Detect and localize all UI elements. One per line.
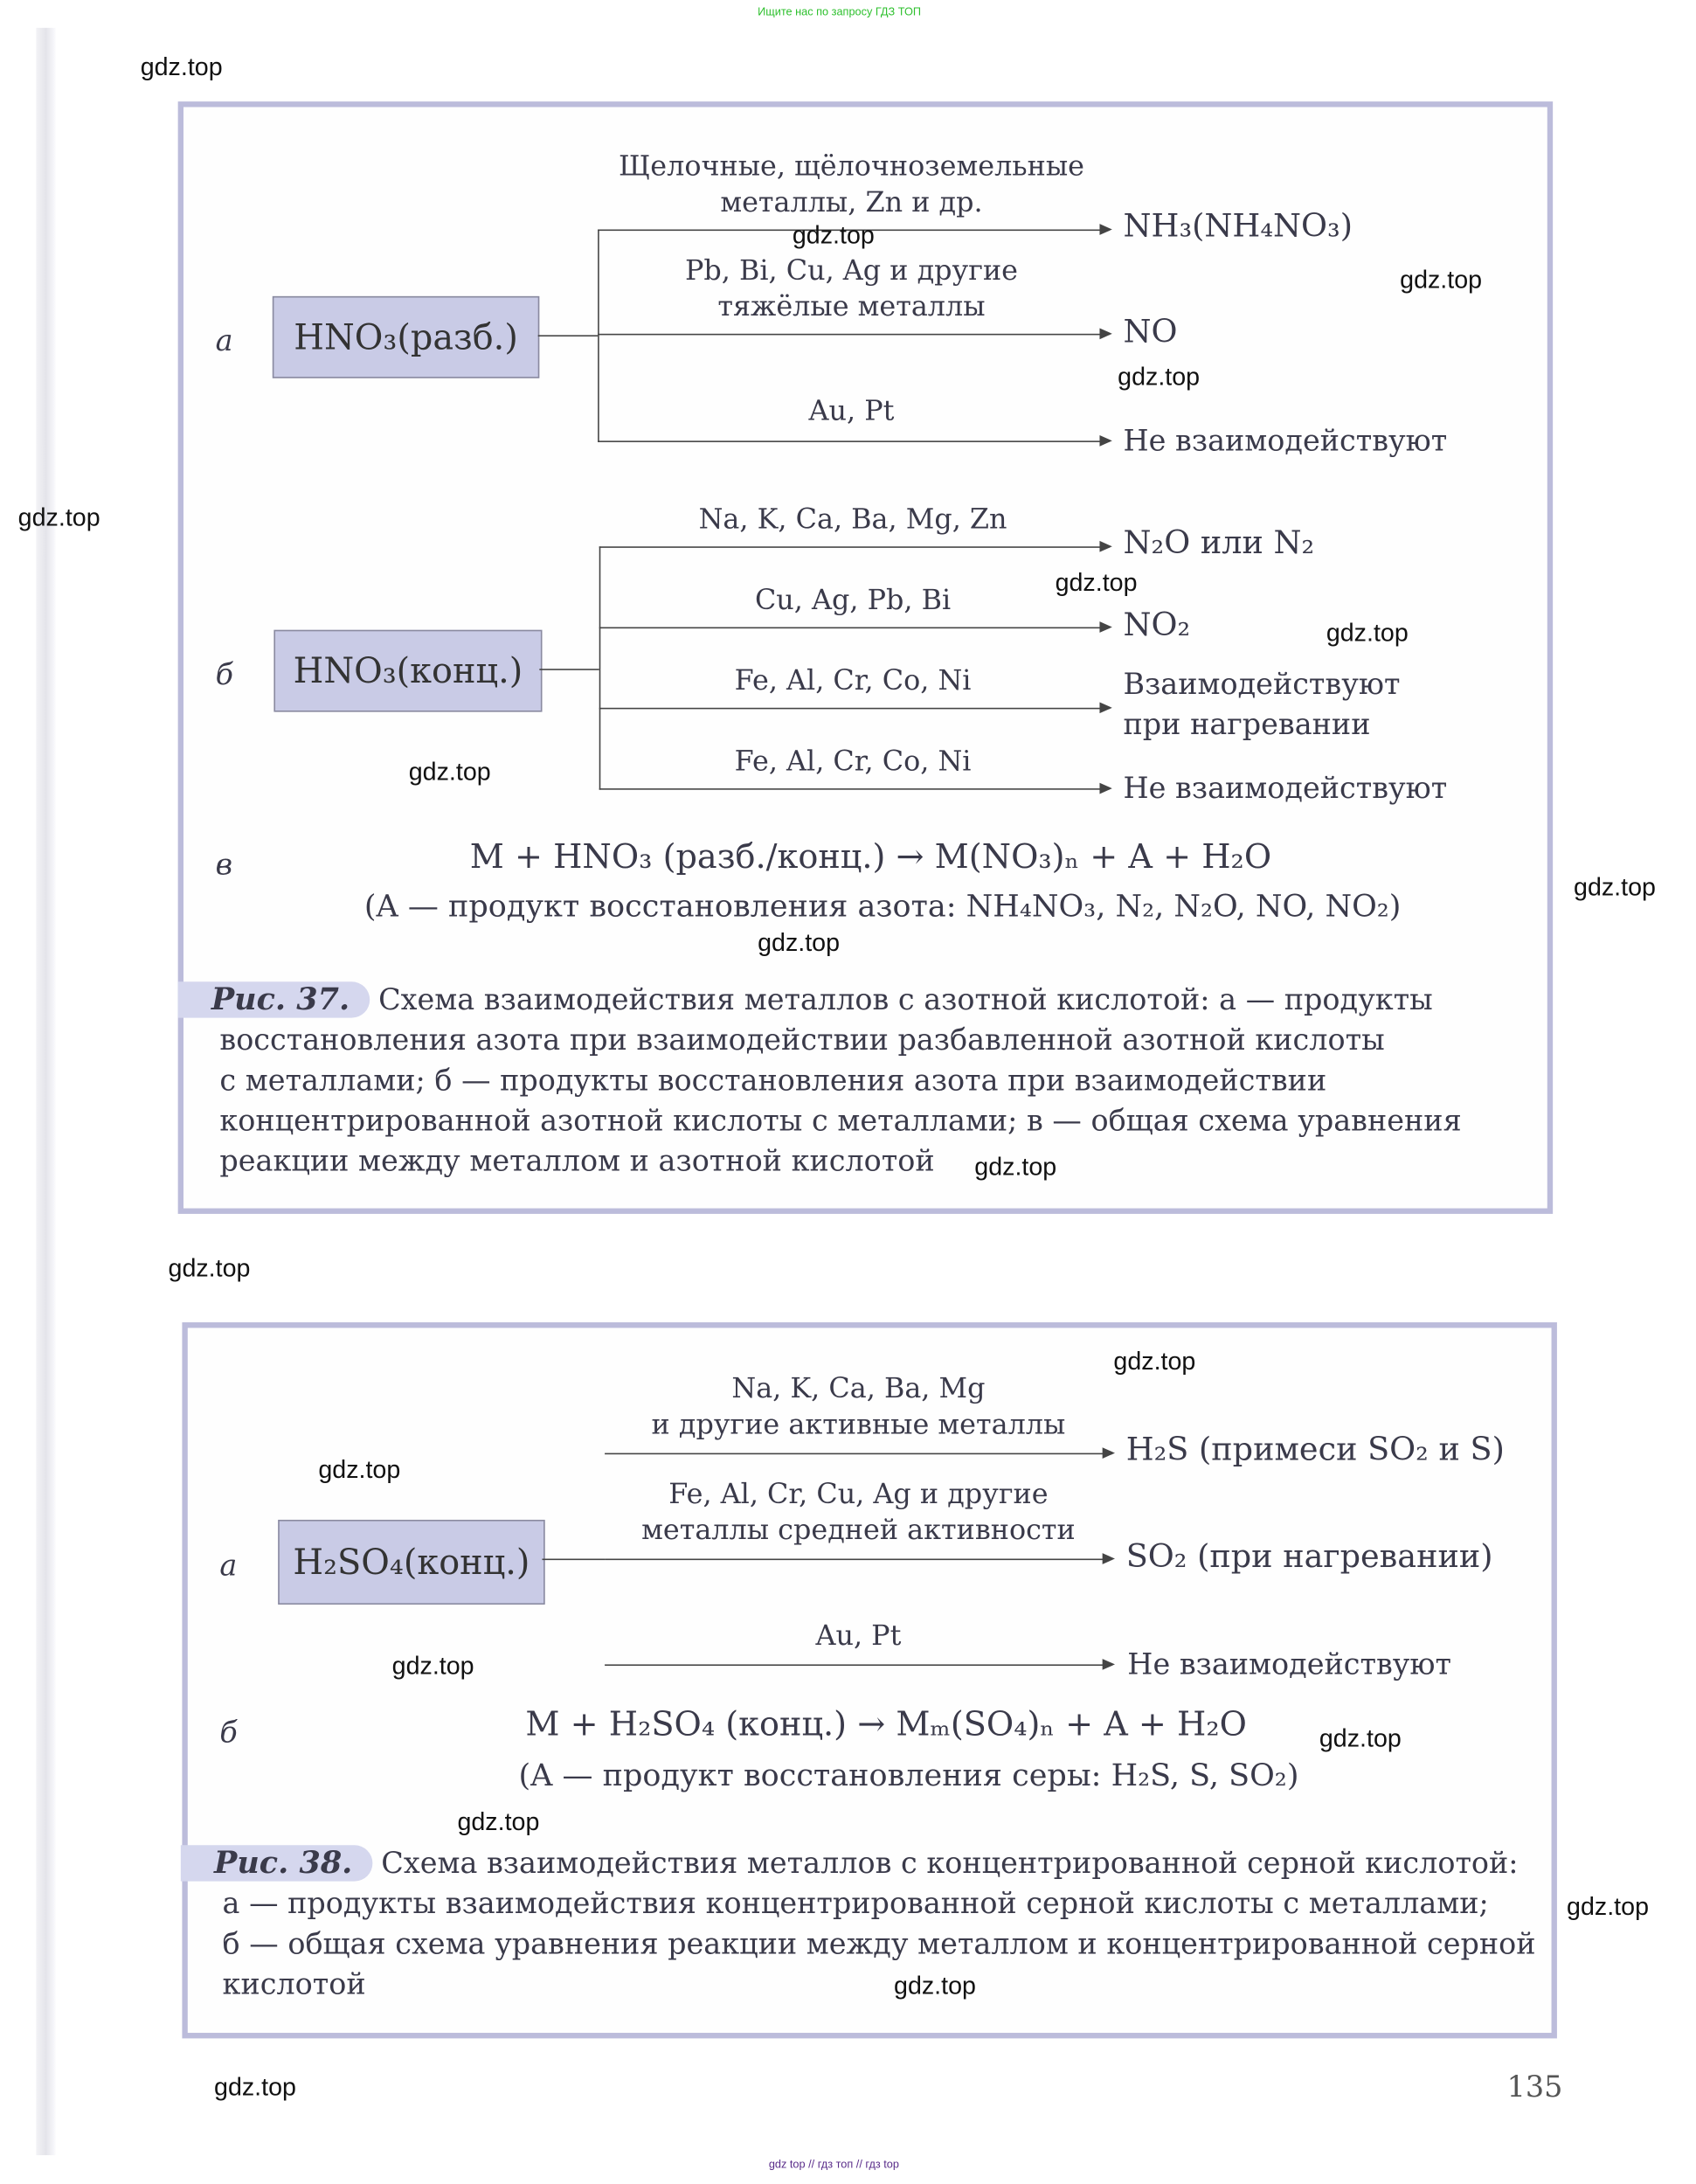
equation-note: (A — продукт восстановления азота: NH₄NO₃, N₂, N₂O, NO, NO₂) (363, 890, 1402, 926)
product-line: при нагревании (1123, 707, 1371, 742)
watermark: gdz.top (1118, 363, 1201, 392)
product: H₂S (примеси SO₂ и S) (1125, 1432, 1505, 1469)
watermark: gdz.top (214, 2073, 296, 2102)
caption-line: концентрированной азотной кислоты с металлами; в — общая схема уравнения (219, 1104, 1462, 1138)
watermark: gdz.top (1567, 1892, 1650, 1921)
watermark: gdz.top (1055, 568, 1138, 597)
fig37-marker-b: б (215, 657, 234, 691)
branch-label-line: Fe, Al, Cr, Cu, Ag и другие (668, 1476, 1049, 1510)
caption-line: а — продукты взаимодействия концентрированной серной кислоты с металлами; (222, 1886, 1489, 1921)
branch-label: Na, K, Ca, Ba, Mg, Zn (698, 502, 1007, 536)
product (1124, 664, 1401, 745)
caption-line: восстановления азота при взаимодействии разбавленной азотной кислоты (219, 1023, 1385, 1057)
watermark: gdz.top (17, 503, 100, 531)
arrow (599, 708, 1110, 710)
page-fold-shadow (36, 28, 55, 2155)
arrow (605, 1664, 1112, 1666)
general-equation: M + HNO₃ (разб./конц.) → M(NO₃)ₙ + A + H₂O (469, 836, 1272, 877)
watermark: gdz.top (792, 220, 875, 249)
caption-line: б — общая схема уравнения реакции между металлом и концентрированной серной (222, 1927, 1536, 1961)
figure-38-caption (214, 1844, 1536, 2006)
watermark: gdz.top (1319, 1723, 1402, 1752)
fig37-hno3-dilute-box: HNO₃(разб.) (273, 296, 539, 378)
watermark: gdz.top (168, 1254, 251, 1282)
branch-label-line: Pb, Bi, Cu, Ag и другие (684, 253, 1019, 287)
arrow (598, 334, 1109, 336)
branch-label: Cu, Ag, Pb, Bi (754, 582, 952, 616)
watermark: gdz.top (408, 758, 491, 786)
branch-label (598, 252, 1105, 324)
fig38-h2so4-conc-box: H₂SO₄(конц.) (278, 1520, 544, 1605)
equation-note: (A — продукт восстановления серы: H₂S, S, SO₂) (518, 1758, 1299, 1794)
footer-ad: gdz top // гдз топ // гдз top (768, 2158, 899, 2171)
page-number: 135 (1506, 2070, 1563, 2104)
branch-label (605, 1369, 1112, 1442)
arrow (598, 440, 1109, 442)
branch-label: Fe, Al, Cr, Co, Ni (734, 744, 972, 778)
watermark: gdz.top (391, 1652, 474, 1680)
product-line: Взаимодействуют (1123, 667, 1401, 701)
branch-label: Fe, Al, Cr, Co, Ni (734, 662, 972, 697)
branch-label-line: металлы, Zn и др. (720, 184, 983, 218)
caption-line: Схема взаимодействия металлов с азотной кислотой: а — продукты (378, 982, 1433, 1017)
branch-label-line: Щелочные, щёлочноземельные (618, 149, 1084, 183)
figure-label: Рис. 38. (181, 1845, 372, 1881)
watermark: gdz.top (894, 1972, 976, 2000)
caption-line: с металлами; б — продукты восстановления азота при взаимодействии (219, 1064, 1327, 1098)
arrow (599, 788, 1110, 790)
figure-label: Рис. 37. (178, 981, 370, 1017)
product: Не взаимодействуют (1123, 772, 1448, 806)
product: Не взаимодействуют (1127, 1647, 1452, 1681)
arrow (605, 1453, 1112, 1455)
caption-line: Схема взаимодействия металлов с концентрированной серной кислотой: (381, 1846, 1519, 1881)
watermark: gdz.top (318, 1455, 401, 1484)
fig37-marker-a: а (215, 323, 233, 357)
caption-line: реакции между металлом и азотной кислотой (219, 1144, 935, 1178)
product: N₂O или N₂ (1123, 525, 1315, 562)
product: Не взаимодействуют (1123, 424, 1448, 458)
product: NH₃(NH₄NO₃) (1123, 208, 1353, 246)
product: SO₂ (при нагревании) (1125, 1539, 1493, 1576)
arrow (599, 627, 1110, 629)
product: NO₂ (1123, 607, 1191, 644)
general-equation: M + H₂SO₄ (конц.) → Mₘ(SO₄)ₙ + A + H₂O (525, 1704, 1247, 1744)
branch-label (598, 148, 1105, 220)
branch-label: Au, Pt (808, 393, 895, 427)
watermark: gdz.top (1574, 873, 1656, 901)
branch-label-line: и другие активные металлы (651, 1407, 1066, 1441)
watermark: gdz.top (1400, 265, 1483, 294)
watermark: gdz.top (1326, 618, 1409, 647)
branch-label (605, 1475, 1112, 1548)
branch-label-line: тяжёлые металлы (717, 288, 986, 323)
caption-line: кислотой (222, 1967, 366, 2001)
branch-label-line: Na, K, Ca, Ba, Mg (731, 1370, 986, 1404)
product: NO (1123, 314, 1178, 350)
branch-label: Au, Pt (815, 1618, 902, 1653)
watermark: gdz.top (457, 1807, 540, 1836)
fig37-hno3-conc-box: HNO₃(конц.) (273, 630, 542, 712)
connector (539, 669, 599, 670)
figure-37-caption (211, 981, 1462, 1182)
header-ad: Ищите нас по запросу ГДЗ ТОП (758, 5, 922, 18)
watermark: gdz.top (1113, 1347, 1196, 1376)
fig38-marker-a: а (219, 1549, 238, 1583)
arrow (599, 546, 1110, 548)
branch-label-line: металлы средней активности (641, 1513, 1076, 1547)
connector (538, 335, 598, 336)
connector (542, 1559, 605, 1561)
arrow (605, 1559, 1112, 1561)
fig37-marker-c: в (215, 848, 233, 882)
watermark: gdz.top (758, 928, 841, 957)
watermark: gdz.top (974, 1152, 1057, 1181)
fig38-marker-b: б (219, 1716, 238, 1750)
watermark: gdz.top (140, 52, 223, 81)
